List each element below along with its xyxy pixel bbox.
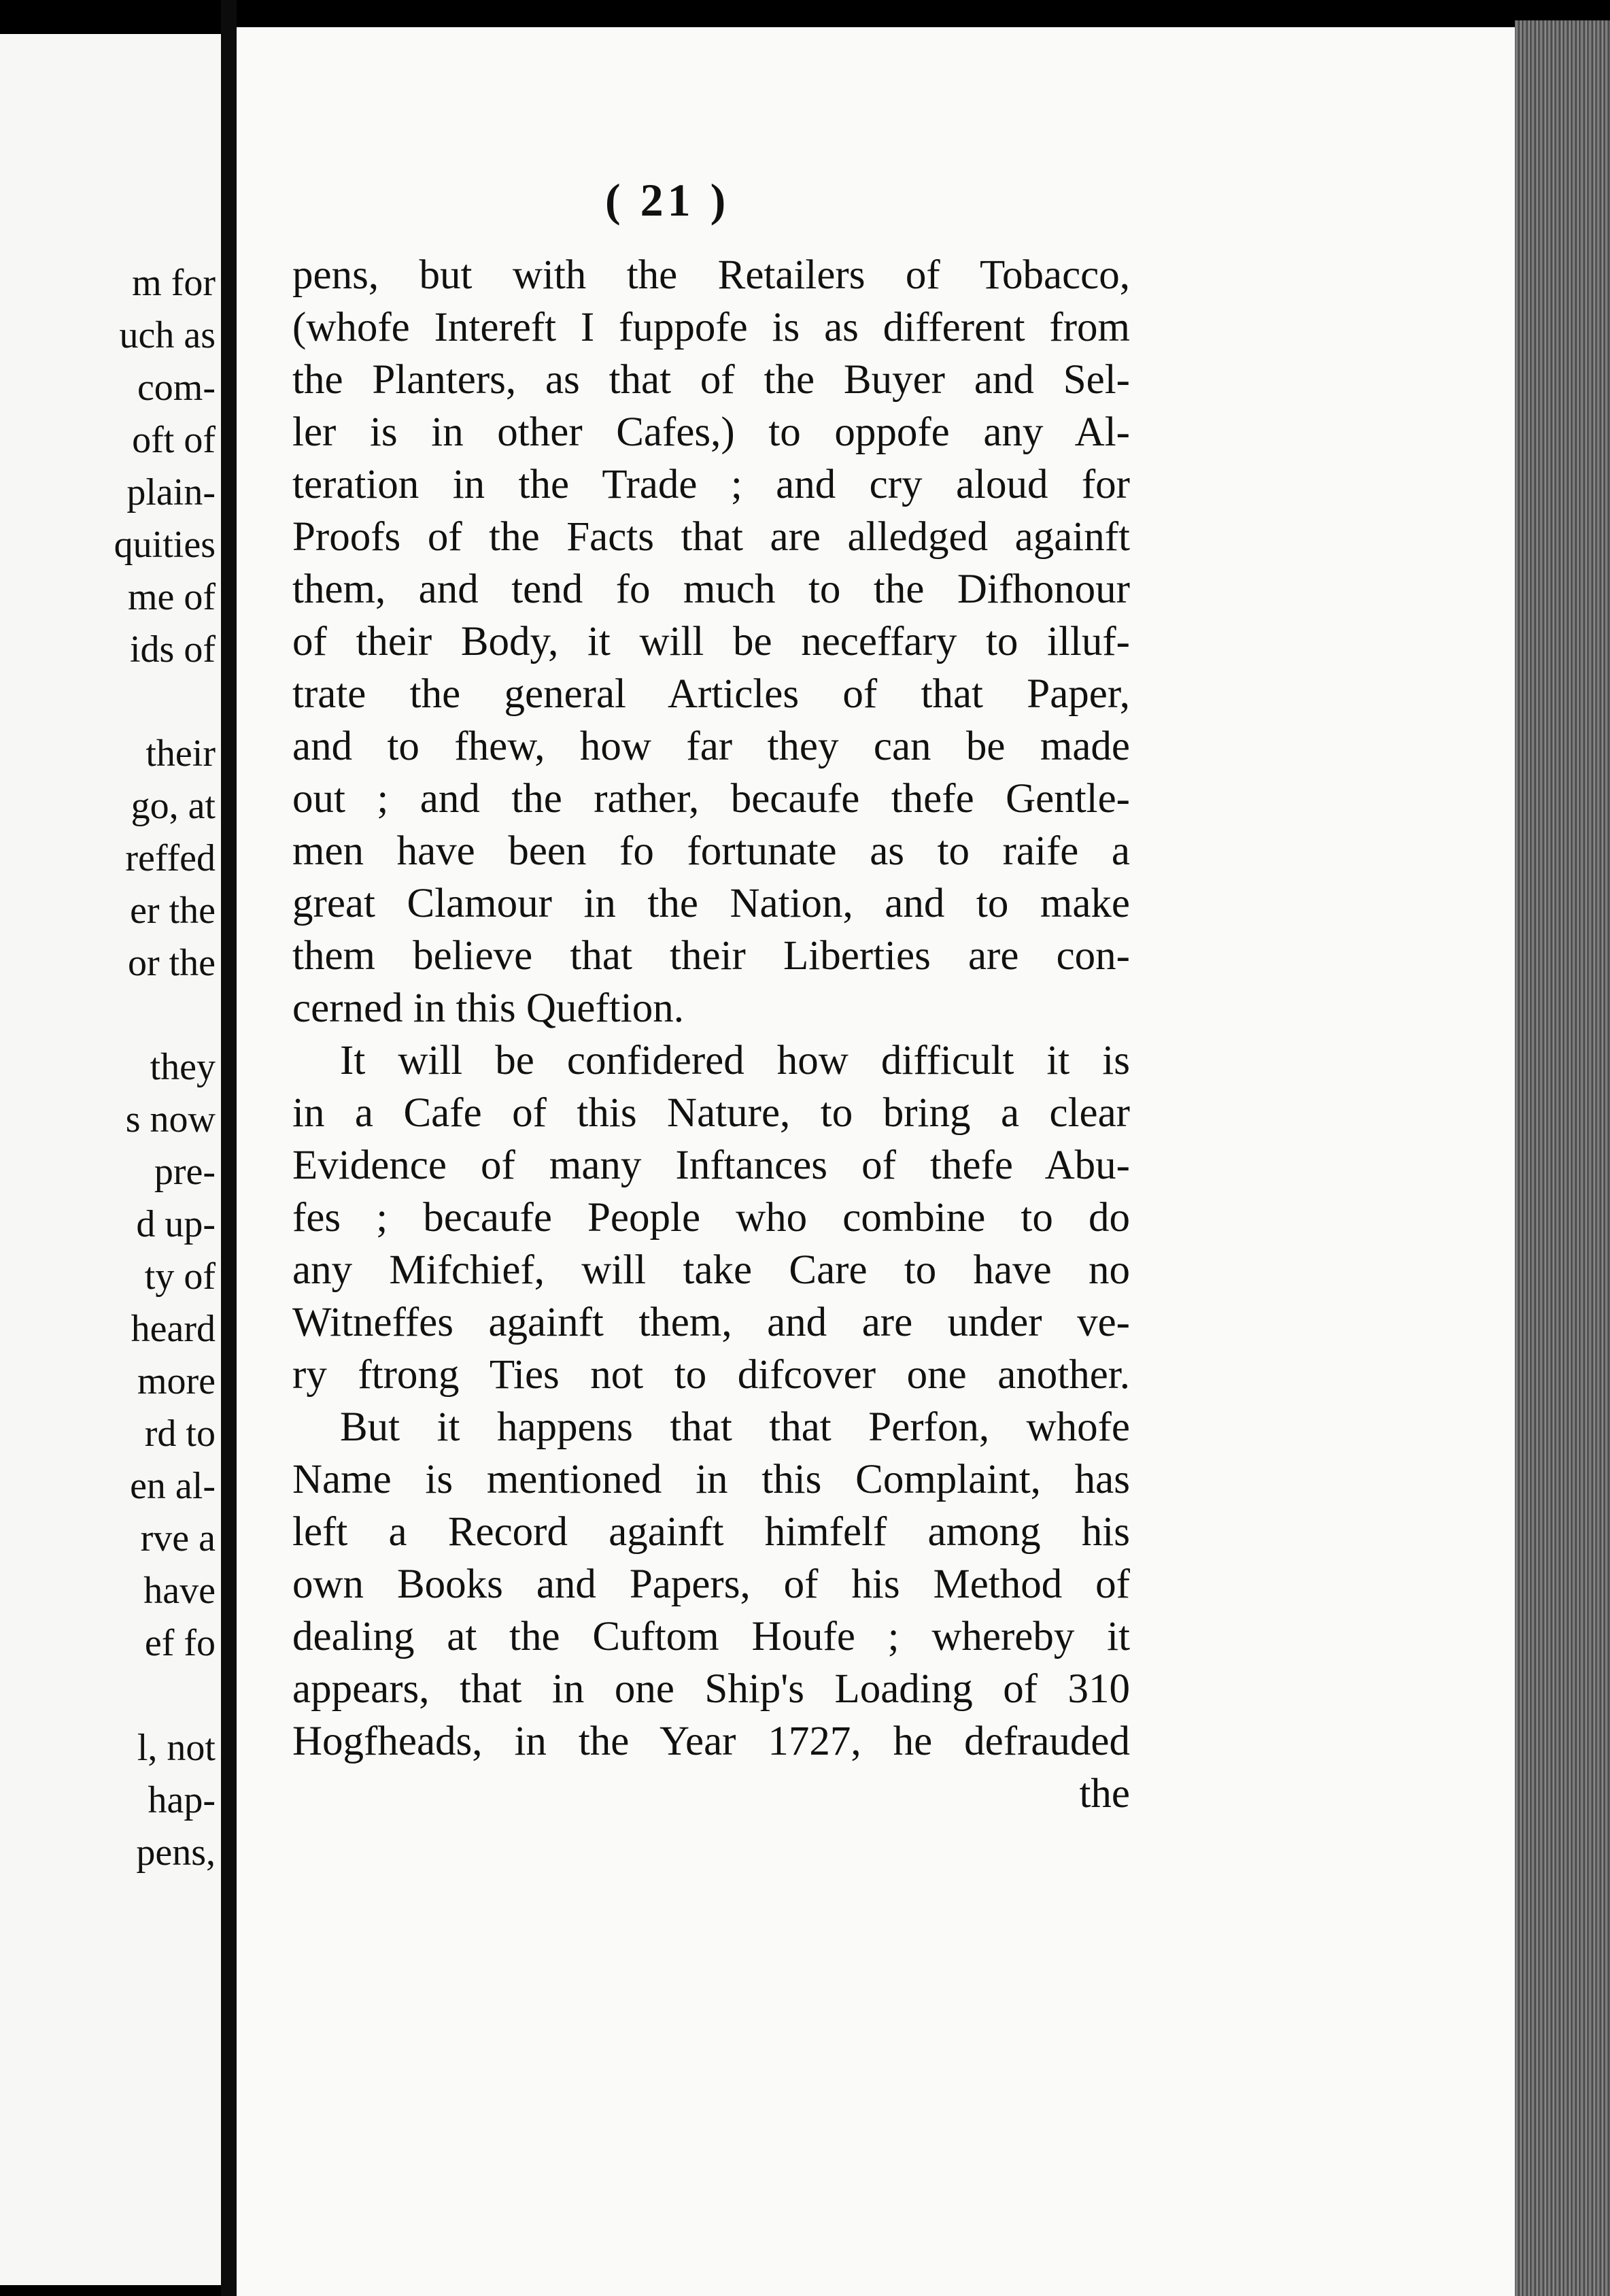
left-page-line: reffed <box>125 837 216 879</box>
body-text-line: out ; and the rather, becaufe thefe Gentle- <box>292 776 1130 822</box>
body-text-line: dealing at the Cuftom Houfe ; whereby it <box>292 1614 1130 1659</box>
body-text-line: Name is mentioned in this Complaint, has <box>292 1457 1130 1502</box>
book-gutter <box>221 0 237 2296</box>
body-text-line: Witneffes againft them, and are under ve- <box>292 1300 1130 1345</box>
left-page-line: their <box>145 732 216 775</box>
left-page-line: ef fo <box>144 1622 216 1664</box>
left-page-line: heard <box>131 1308 216 1350</box>
left-page-line: er the <box>130 890 216 932</box>
left-page-line: m for <box>132 262 216 304</box>
body-text-line: and to fhew, how far they can be made <box>292 724 1130 769</box>
body-text-line: great Clamour in the Nation, and to make <box>292 881 1130 926</box>
body-text-line: them, and tend fo much to the Difhonour <box>292 567 1130 612</box>
body-text-line: men have been fo fortunate as to raife a <box>292 828 1130 874</box>
body-text-line: ler is in other Cafes,) to oppofe any Al- <box>292 409 1130 455</box>
page-number: ( 21 ) <box>605 174 730 226</box>
left-page-line: s now <box>125 1098 216 1141</box>
body-text-line: cerned in this Queftion. <box>292 985 684 1031</box>
left-page-line: or the <box>127 942 216 984</box>
body-text-line: the Planters, as that of the Buyer and Sel- <box>292 357 1130 403</box>
body-text-line: left a Record againft himfelf among his <box>292 1509 1130 1555</box>
left-page-line: they <box>150 1046 216 1088</box>
body-text-line: trate the general Articles of that Paper, <box>292 671 1130 717</box>
left-page-line: en al- <box>130 1465 216 1507</box>
left-page-line: ty of <box>144 1255 216 1298</box>
body-text-line: fes ; becaufe People who combine to do <box>292 1195 1130 1240</box>
left-page-line: rve a <box>140 1517 216 1559</box>
body-text-line: teration in the Trade ; and cry aloud for <box>292 462 1130 507</box>
left-page-line: ids of <box>130 628 216 671</box>
left-page-line: rd to <box>144 1413 216 1455</box>
left-page-line: com- <box>137 367 216 409</box>
body-text-line: Hogfheads, in the Year 1727, he defrauded <box>292 1719 1130 1764</box>
left-page-line: plain- <box>126 471 216 513</box>
body-text-line: any Mifchief, will take Care to have no <box>292 1247 1130 1293</box>
body-text-line: Proofs of the Facts that are alledged againft <box>292 514 1130 560</box>
body-text-line: appears, that in one Ship's Loading of 310 <box>292 1666 1130 1712</box>
left-page-line: go, at <box>131 785 216 827</box>
left-page-line: have <box>143 1570 216 1612</box>
body-text-line: Evidence of many Inftances of thefe Abu- <box>292 1143 1130 1188</box>
left-page-line: hap- <box>148 1779 216 1821</box>
left-page-line: pens, <box>136 1831 216 1874</box>
paragraph-start-line: But it happens that that Perfon, whofe <box>340 1404 1130 1450</box>
left-page-line: d up- <box>136 1203 216 1245</box>
body-text-line: pens, but with the Retailers of Tobacco, <box>292 252 1130 298</box>
page-edges <box>1515 20 1610 2296</box>
left-page-line: oft of <box>132 419 216 461</box>
left-page-line: more <box>137 1360 216 1402</box>
body-text-line: in a Cafe of this Nature, to bring a clear <box>292 1090 1130 1136</box>
body-text-line: them believe that their Liberties are con- <box>292 933 1130 979</box>
body-text-line: (whofe Intereft I fuppofe is as different from <box>292 305 1130 350</box>
left-page-line: quities <box>114 524 216 566</box>
left-page-line: uch as <box>119 314 216 356</box>
body-text-line: own Books and Papers, of his Method of <box>292 1561 1130 1607</box>
left-page-line: me of <box>127 576 216 618</box>
catchword: the <box>1079 1771 1130 1817</box>
paragraph-start-line: It will be confidered how difficult it is <box>340 1038 1130 1083</box>
left-page-line: pre- <box>154 1151 216 1193</box>
body-text-line: of their Body, it will be neceffary to illuf- <box>292 619 1130 664</box>
body-text-line: ry ftrong Ties not to difcover one another. <box>292 1352 1130 1398</box>
left-page-line: l, not <box>137 1727 216 1769</box>
left-page-fragment <box>0 34 221 2285</box>
